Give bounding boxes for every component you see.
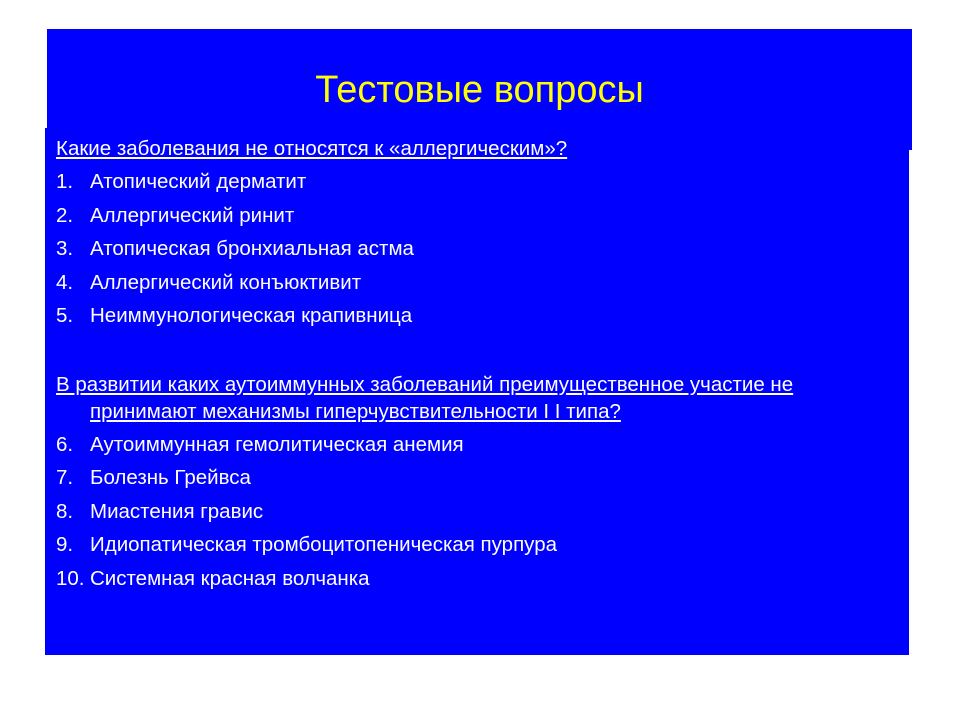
item-number: 10. — [56, 566, 85, 590]
item-text: Миастения гравис — [90, 499, 264, 523]
question-2: В развитии каких аутоиммунных заболеваний преимущественное участие не принимают механизмы гиперчувствительности I I типа? — [56, 372, 794, 423]
item-number: 7. — [56, 466, 74, 490]
item-number: 1. — [56, 170, 74, 194]
slide-title: Тестовые вопросы — [315, 69, 644, 111]
item-text: Неиммунологическая крапивница — [90, 304, 413, 328]
item-text: Атопический дерматит — [90, 170, 307, 194]
item-number: 5. — [56, 304, 74, 328]
list-item — [56, 266, 901, 300]
list-item — [56, 528, 901, 562]
list-item — [56, 232, 901, 266]
item-number: 3. — [56, 237, 74, 261]
item-number: 4. — [56, 270, 74, 294]
item-text: Болезнь Грейвса — [90, 466, 251, 490]
content-panel — [45, 128, 909, 655]
list-item — [56, 562, 901, 596]
item-text: Идиопатическая тромбоцитопеническая пурпура — [90, 533, 558, 557]
item-text: Аллергический конъюктивит — [90, 270, 362, 294]
section-gap — [56, 333, 901, 366]
list-item — [56, 199, 901, 233]
item-number: 9. — [56, 533, 74, 557]
list-item — [56, 299, 901, 333]
question-1: Какие заболевания не относятся к «аллергическим»? — [56, 137, 568, 160]
item-number: 8. — [56, 499, 74, 523]
list-item — [56, 495, 901, 529]
item-number: 6. — [56, 432, 74, 456]
item-text: Атопическая бронхиальная астма — [90, 237, 414, 261]
list-item — [56, 461, 901, 495]
question-list — [56, 132, 901, 595]
item-text: Системная красная волчанка — [90, 566, 370, 590]
list-item — [56, 428, 901, 462]
item-text: Аутоиммунная гемолитическая анемия — [90, 432, 464, 456]
item-text: Аллергический ринит — [90, 203, 295, 227]
item-number: 2. — [56, 203, 74, 227]
list-item — [56, 165, 901, 199]
